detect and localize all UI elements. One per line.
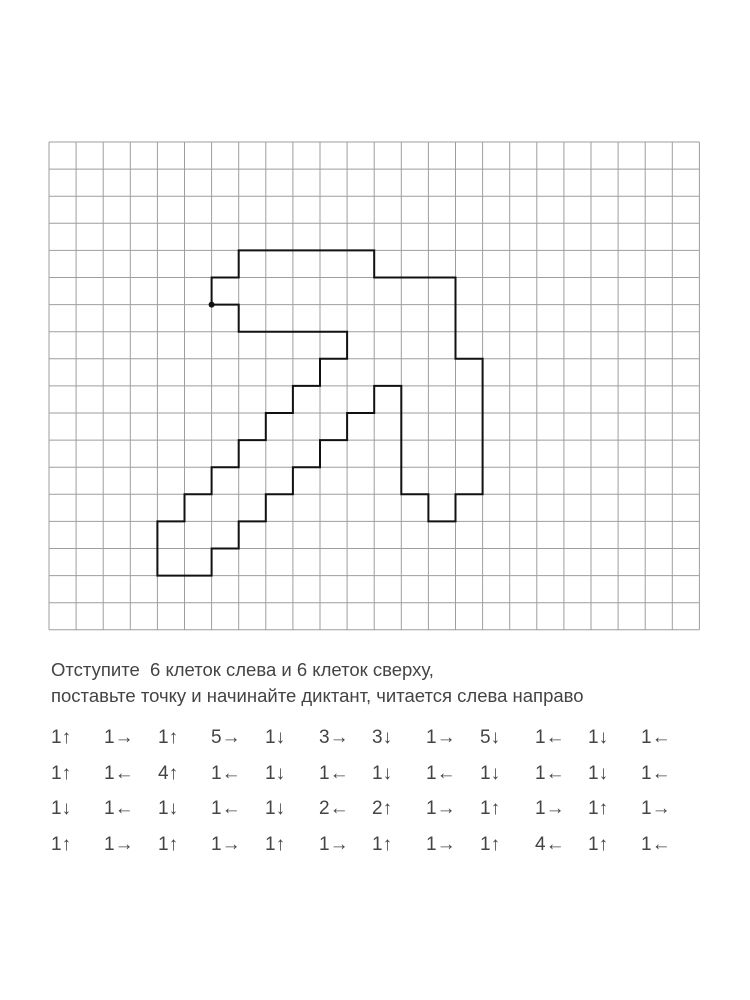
dictation-step: 1↓ bbox=[588, 762, 609, 784]
dictation-step: 1← bbox=[641, 762, 671, 784]
dictation-step: 1↓ bbox=[265, 762, 286, 784]
dictation-step: 1↑ bbox=[372, 833, 393, 855]
dictation-step: 1← bbox=[319, 762, 349, 784]
dictation-step: 1↑ bbox=[480, 833, 501, 855]
dictation-row bbox=[51, 763, 711, 799]
dictation-step: 1→ bbox=[104, 833, 134, 855]
dictation-step: 1← bbox=[426, 762, 456, 784]
dictation-step: 1↓ bbox=[265, 798, 286, 819]
dictation-step: 1↓ bbox=[265, 727, 286, 748]
dictation-step: 1→ bbox=[535, 798, 565, 819]
dictation-step: 1← bbox=[104, 798, 134, 819]
dictation-row bbox=[51, 834, 711, 870]
dictation-step: 1↑ bbox=[588, 833, 609, 855]
dictation-step: 1↑ bbox=[588, 798, 609, 819]
dictation-step: 1↓ bbox=[480, 762, 501, 784]
dictation-step: 1← bbox=[535, 727, 565, 748]
dictation-step: 1→ bbox=[211, 833, 241, 855]
dictation-step: 1← bbox=[104, 762, 134, 784]
dictation-row bbox=[51, 798, 711, 834]
dictation-step: 1↓ bbox=[588, 727, 609, 748]
dictation-step: 1↓ bbox=[372, 762, 393, 784]
dictation-step: 1↓ bbox=[158, 798, 179, 819]
dictation-row bbox=[51, 727, 711, 763]
dictation-step: 5↓ bbox=[480, 727, 501, 748]
dictation-step: 1↓ bbox=[51, 798, 72, 819]
dictation-step: 1← bbox=[641, 727, 671, 748]
dictation-step: 1→ bbox=[426, 798, 456, 819]
dictation-step: 2↑ bbox=[372, 798, 393, 819]
dictation-step: 1→ bbox=[641, 798, 671, 819]
dictation-step: 1→ bbox=[426, 727, 456, 748]
dictation-step: 2← bbox=[319, 798, 349, 819]
instructions bbox=[51, 657, 584, 709]
dictation-step: 1→ bbox=[104, 727, 134, 748]
dictation-step: 1→ bbox=[319, 833, 349, 855]
dictation-step: 1↑ bbox=[158, 727, 179, 748]
instruction-line: Отступите 6 клеток слева и 6 клеток сверху, bbox=[51, 659, 434, 680]
dictation-step: 1← bbox=[211, 798, 241, 819]
dictation-step: 1← bbox=[641, 833, 671, 855]
dictation-step: 1← bbox=[535, 762, 565, 784]
dictation-step: 3→ bbox=[319, 727, 349, 748]
dictation-step: 1← bbox=[211, 762, 241, 784]
dictation-step: 1→ bbox=[426, 833, 456, 855]
dictation-step: 3↓ bbox=[372, 727, 393, 748]
dictation-step: 1↑ bbox=[51, 833, 72, 855]
dictation-step: 5→ bbox=[211, 727, 241, 748]
instruction-line: поставьте точку и начинайте диктант, читается слева направо bbox=[51, 685, 584, 706]
dictation-step: 4↑ bbox=[158, 762, 179, 784]
start-point-dot bbox=[209, 302, 215, 308]
dictation-steps bbox=[51, 727, 711, 869]
dictation-step: 1↑ bbox=[480, 798, 501, 819]
dictation-step: 1↑ bbox=[158, 833, 179, 855]
dictation-step: 1↑ bbox=[51, 762, 72, 784]
dictation-step: 1↑ bbox=[265, 833, 286, 855]
dictation-step: 1↑ bbox=[51, 727, 72, 748]
dictation-step: 4← bbox=[535, 833, 565, 855]
